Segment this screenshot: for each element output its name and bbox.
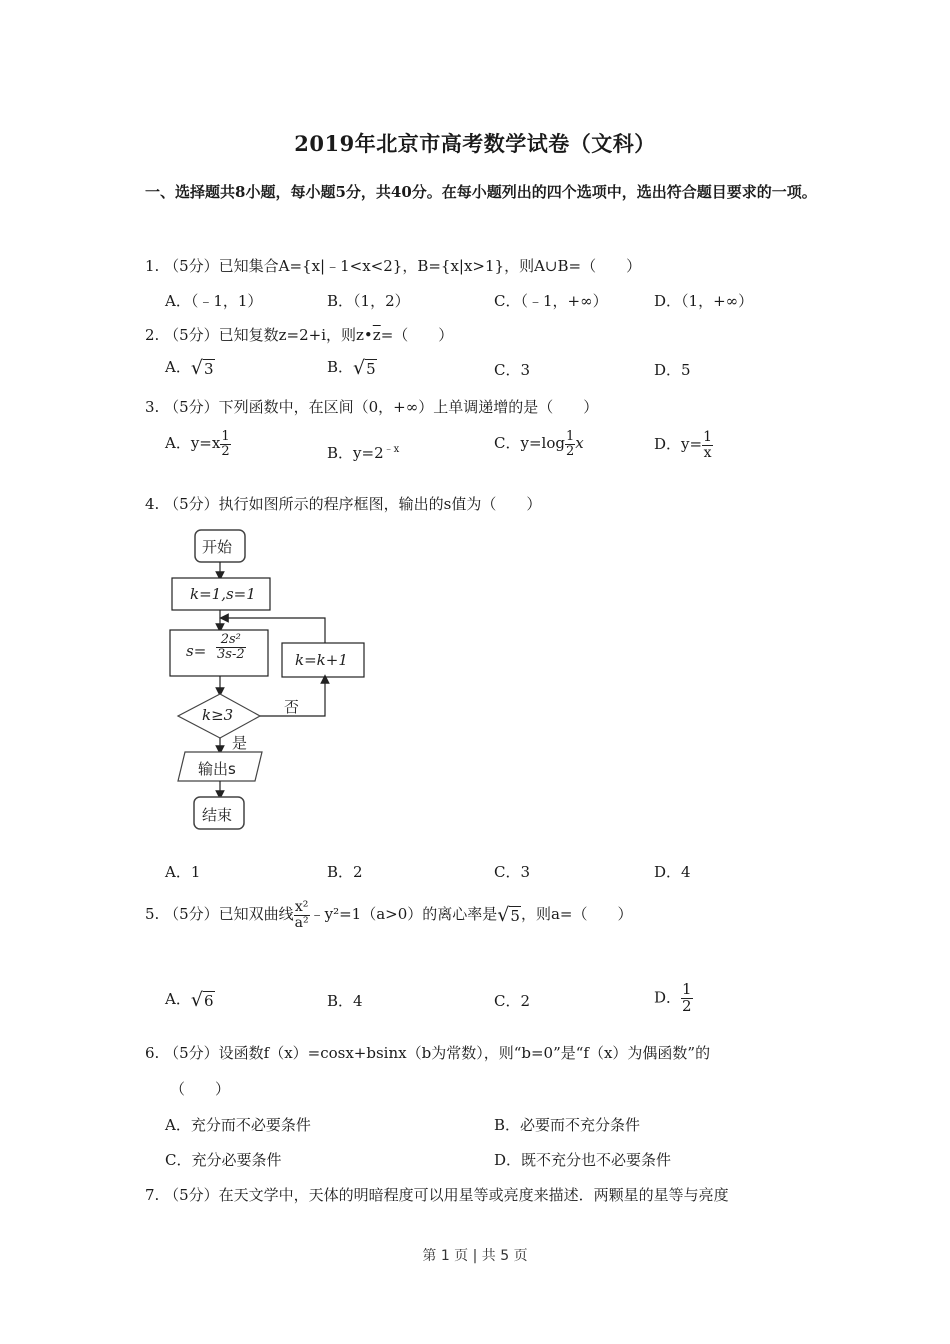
q6-option-d[interactable]: D．既不充分也不必要条件 <box>494 1151 672 1169</box>
hyperbola-fraction: $\frac{\text{x²}}{\text{a²}}$ <box>294 899 309 931</box>
sqrt-icon: √5 <box>353 357 376 379</box>
q3-option-d[interactable]: D．y= $\frac{1}{x}$ <box>654 429 712 461</box>
page-title: 2019年北京市高考数学试卷（文科） <box>294 131 656 156</box>
q4-option-b[interactable]: B．2 <box>327 863 363 881</box>
q1-option-a[interactable]: A．（﹣1，1） <box>165 292 263 310</box>
q2-option-b[interactable]: B．√5 <box>327 357 376 379</box>
sqrt-icon: √6 <box>190 989 214 1011</box>
q5-option-b[interactable]: B．4 <box>327 992 363 1010</box>
flowchart-assign-lhs: s= <box>186 642 207 660</box>
q3-option-a[interactable]: A．y=x $\frac{1}{2}$ <box>165 429 230 459</box>
sqrt-icon: √3 <box>190 357 214 379</box>
flowchart <box>160 520 390 840</box>
q1-option-d[interactable]: D．（1，+∞） <box>654 292 754 310</box>
question-1: 1. （5分）已知集合A={x|﹣1<x<2}，B={x|x>1}，则A∪B=（ ） <box>145 257 642 275</box>
flowchart-output: 输出s <box>198 760 236 778</box>
q1-option-c[interactable]: C．（﹣1，+∞） <box>494 292 608 310</box>
q4-option-a[interactable]: A．1 <box>165 863 201 881</box>
flowchart-start: 开始 <box>202 538 233 556</box>
q3-option-b[interactable]: B．$y=2^{﹣x}$ <box>327 444 400 462</box>
flowchart-assign-fraction: $\frac{\text{2s²}}{3s-2}$ <box>217 632 245 662</box>
flowchart-lines <box>160 520 390 840</box>
sqrt-icon: √5 <box>497 904 520 927</box>
flowchart-increment: k=k+1 <box>295 651 348 669</box>
page-footer: 第 1 页 | 共 5 页 <box>422 1248 528 1264</box>
q1-option-b[interactable]: B．（1，2） <box>327 292 410 310</box>
q5-option-c[interactable]: C．2 <box>494 992 531 1010</box>
question-2: 2. （5分）已知复数z=2+i，则$z•\overline{z}=$（ ） <box>145 326 454 344</box>
q2-option-c[interactable]: C．3 <box>494 361 531 379</box>
q6-option-a[interactable]: A．充分而不必要条件 <box>165 1116 311 1134</box>
q5-option-a[interactable]: A．√6 <box>165 989 214 1011</box>
flowchart-init: k=1,s=1 <box>190 585 256 603</box>
question-6: 6. （5分）设函数f（x）=cosx+bsinx（b为常数），则“b=0”是“f（x）为偶函数”的 <box>145 1044 711 1062</box>
q2-option-a[interactable]: A．√3 <box>165 357 214 379</box>
q4-option-d[interactable]: D．4 <box>654 863 691 881</box>
question-5: 5. （5分）已知双曲线 $\frac{\text{x²}}{\text{a²}}$ ﹣y²=1（a>0）的离心率是√5，则a=（ ） <box>145 899 633 931</box>
conjugate-z: $\overline{z}$ <box>372 326 381 344</box>
flowchart-condition: k≥3 <box>202 706 234 724</box>
flowchart-yes-label: 是 <box>232 734 248 752</box>
q5-option-d[interactable]: D． $\frac{1}{2}$ <box>654 980 692 1015</box>
q2-option-d[interactable]: D．5 <box>654 361 691 379</box>
flowchart-end: 结束 <box>202 806 233 824</box>
q3-option-c[interactable]: C．y=log $\frac{1}{2}$ x <box>494 429 584 459</box>
question-6-blank: （ ） <box>170 1080 231 1098</box>
q4-option-c[interactable]: C．3 <box>494 863 531 881</box>
q6-option-c[interactable]: C．充分必要条件 <box>165 1151 282 1169</box>
flowchart-no-label: 否 <box>284 698 300 716</box>
question-3: 3. （5分）下列函数中，在区间（0，+∞）上单调递增的是（ ） <box>145 398 599 416</box>
section-heading: 一、选择题共8小题，每小题5分，共40分。在每小题列出的四个选项中，选出符合题目要求的一项。 <box>145 183 817 201</box>
question-4: 4. （5分）执行如图所示的程序框图，输出的s值为（ ） <box>145 495 542 513</box>
question-7: 7. （5分）在天文学中，天体的明暗程度可以用星等或亮度来描述．两颗星的星等与亮度 <box>145 1186 729 1204</box>
q6-option-b[interactable]: B．必要而不充分条件 <box>494 1116 641 1134</box>
